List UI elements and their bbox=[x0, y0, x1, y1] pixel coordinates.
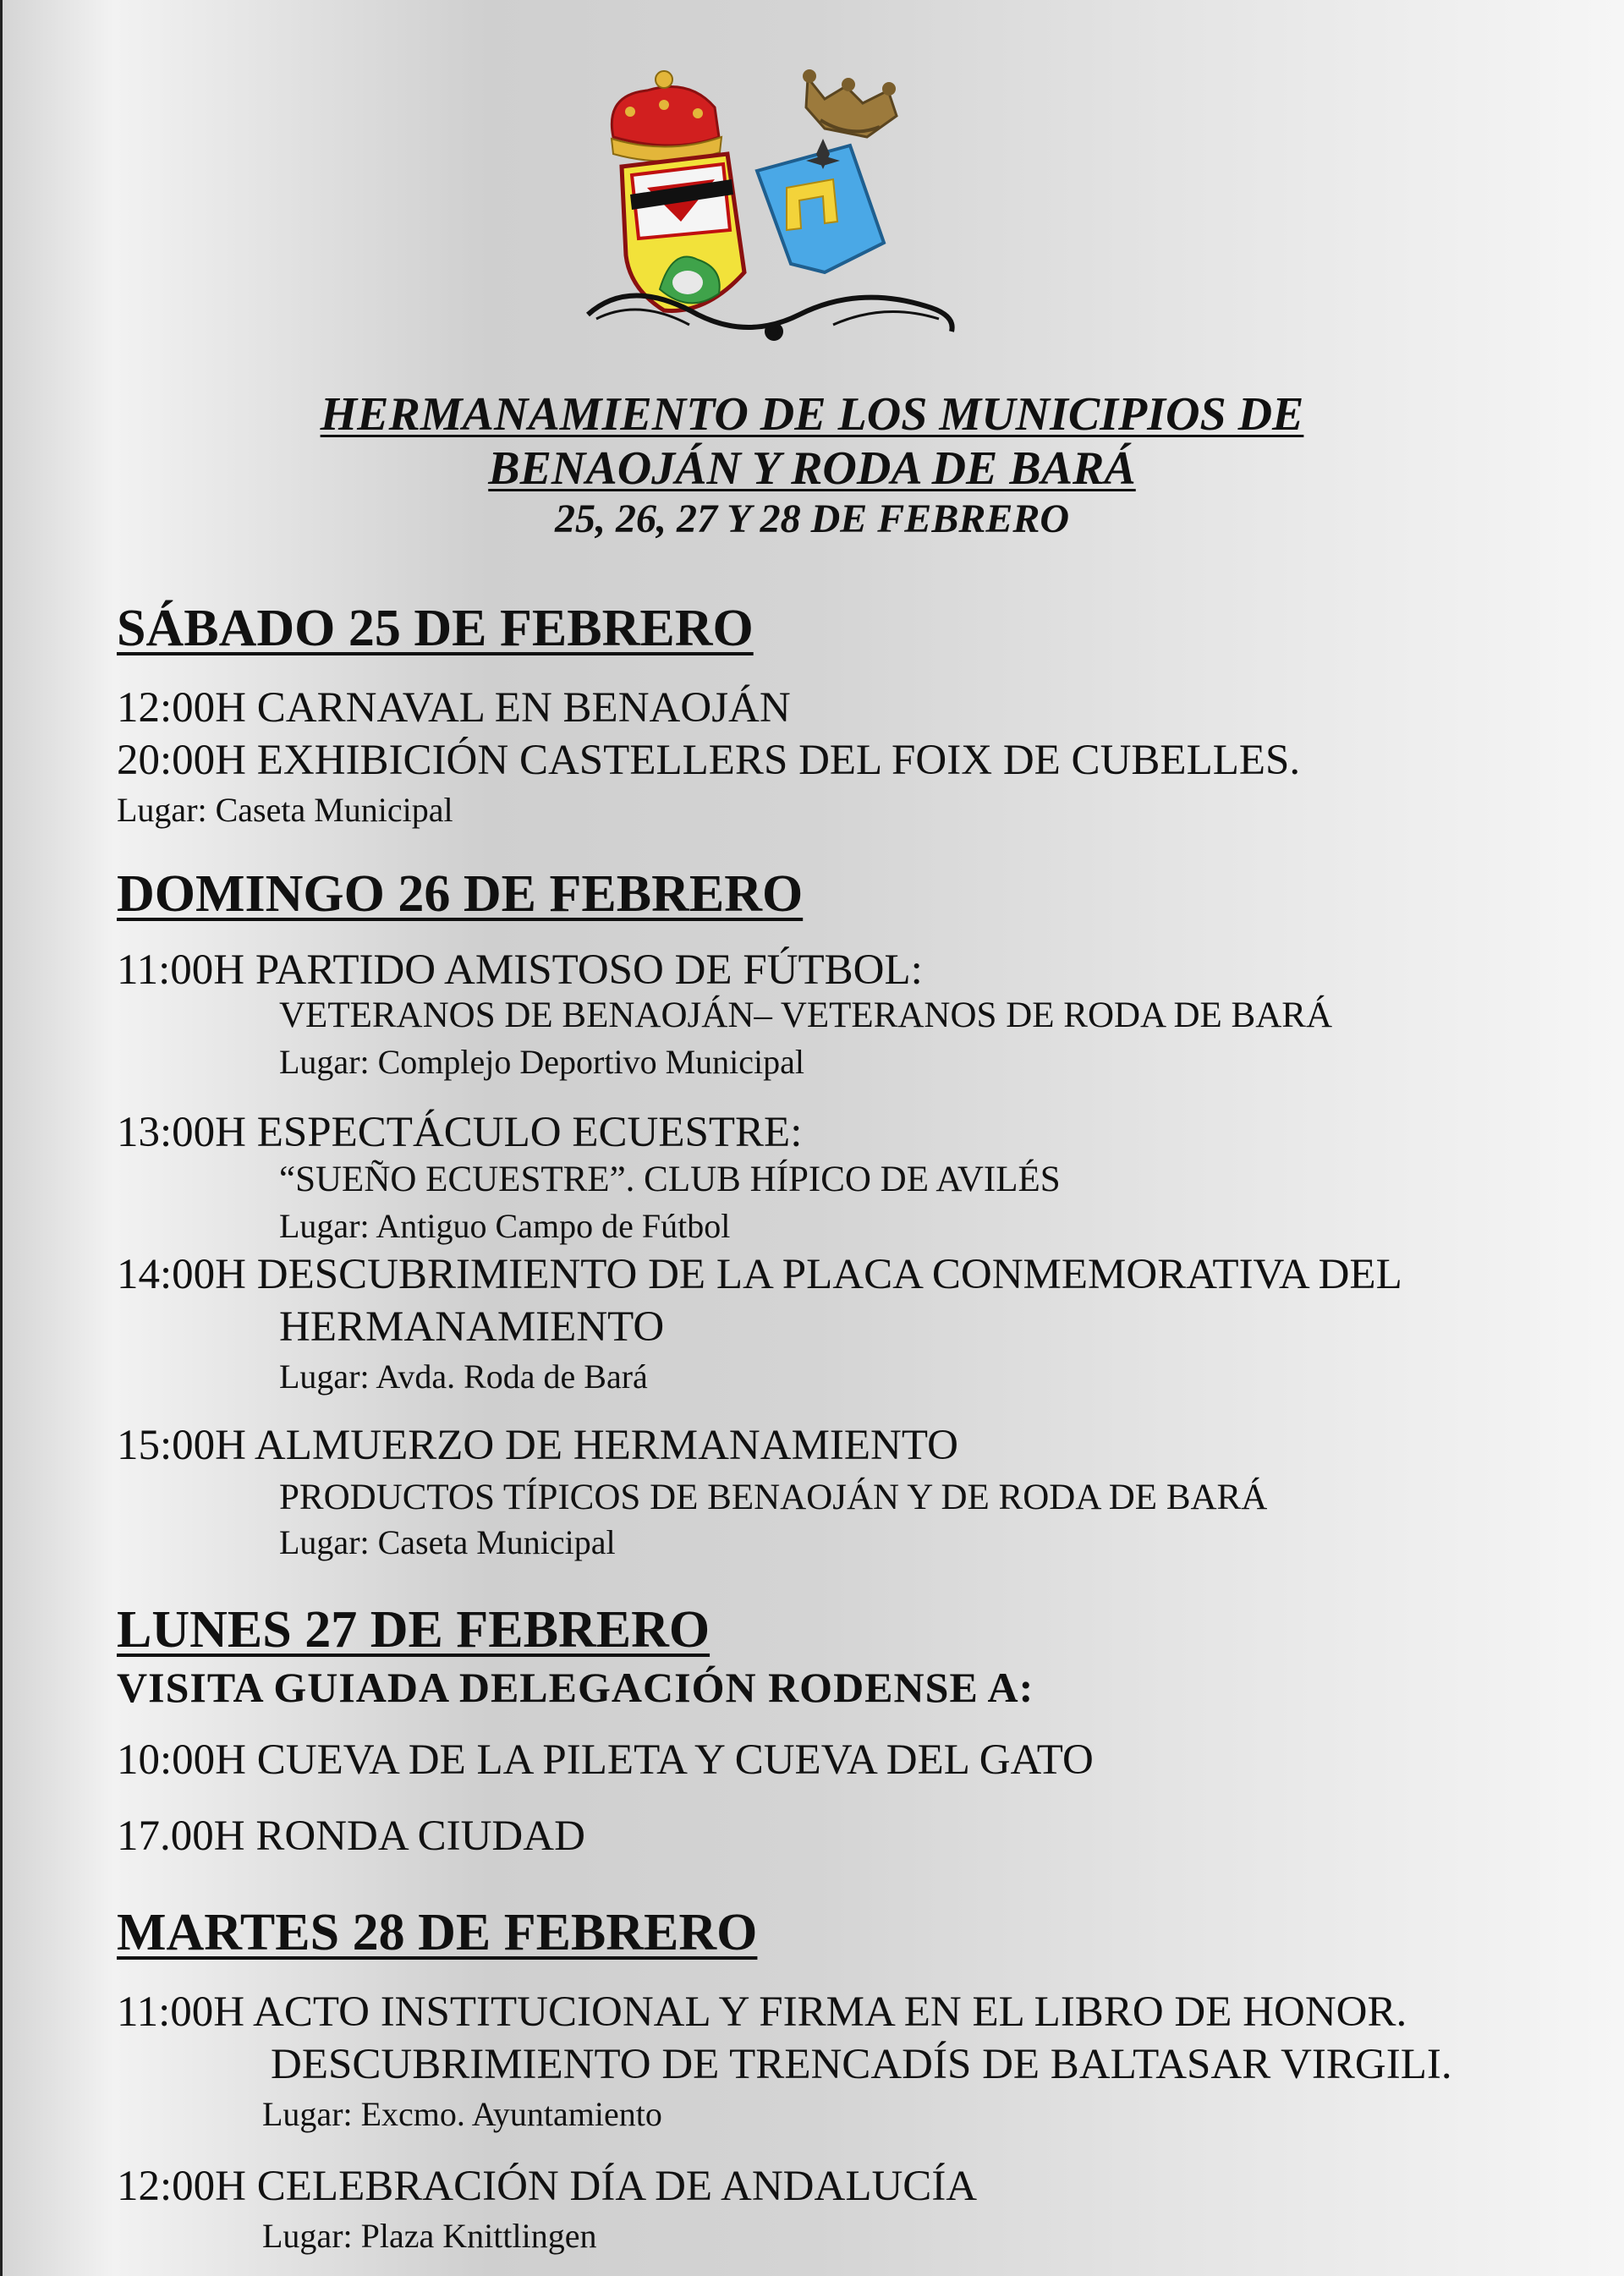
event-sunday-3-continuation: HERMANAMIENTO bbox=[279, 1303, 665, 1351]
day-heading-sunday: DOMINGO 26 DE FEBRERO bbox=[117, 865, 804, 923]
left-shield-icon bbox=[622, 154, 744, 310]
event-sunday-3: 14:00H DESCUBRIMIENTO DE LA PLACA CONMEMORATIVA DEL bbox=[117, 1251, 1402, 1298]
left-crown-icon bbox=[612, 71, 721, 162]
event-sunday-4: 15:00H ALMUERZO DE HERMANAMIENTO bbox=[117, 1422, 958, 1469]
event-saturday-2: 20:00H EXHIBICIÓN CASTELLERS DEL FOIX DE CUBELLES. bbox=[117, 737, 1301, 784]
monday-subheading: VISITA GUIADA DELEGACIÓN RODENSE A: bbox=[117, 1664, 1034, 1711]
event-sunday-2-detail: “SUEÑO ECUESTRE”. CLUB HÍPICO DE AVILÉS bbox=[279, 1160, 1061, 1199]
right-shield-icon bbox=[757, 139, 884, 272]
event-tuesday-2: 12:00H CELEBRACIÓN DÍA DE ANDALUCÍA bbox=[117, 2163, 978, 2210]
day-heading-monday: LUNES 27 DE FEBRERO bbox=[117, 1601, 710, 1659]
event-sunday-1-detail: VETERANOS DE BENAOJÁN– VETERANOS DE RODA DE BARÁ bbox=[279, 995, 1333, 1035]
title-dates: 25, 26, 27 Y 28 DE FEBRERO bbox=[554, 496, 1070, 541]
day-heading-saturday: SÁBADO 25 DE FEBRERO bbox=[117, 600, 754, 657]
ornament-flourish-icon bbox=[588, 296, 952, 339]
coat-of-arms-logo bbox=[579, 61, 968, 348]
event-monday-1: 10:00H CUEVA DE LA PILETA Y CUEVA DEL GATO bbox=[117, 1736, 1094, 1784]
event-sunday-2: 13:00H ESPECTÁCULO ECUESTRE: bbox=[117, 1109, 803, 1156]
event-monday-2: 17.00H RONDA CIUDAD bbox=[117, 1813, 585, 1860]
event-sunday-4-detail: PRODUCTOS TÍPICOS DE BENAOJÁN Y DE RODA DE BARÁ bbox=[279, 1478, 1268, 1517]
event-tuesday-2-place: Lugar: Plaza Knittlingen bbox=[262, 2217, 597, 2255]
event-sunday-3-place: Lugar: Avda. Roda de Bará bbox=[279, 1357, 648, 1396]
event-tuesday-1-continuation: DESCUBRIMIENTO DE TRENCADÍS DE BALTASAR VIRGILI. bbox=[271, 2041, 1452, 2088]
event-sunday-4-place: Lugar: Caseta Municipal bbox=[279, 1523, 616, 1561]
event-sunday-1: 11:00H PARTIDO AMISTOSO DE FÚTBOL: bbox=[117, 946, 923, 994]
event-sunday-2-place: Lugar: Antiguo Campo de Fútbol bbox=[279, 1207, 731, 1245]
right-crown-icon bbox=[803, 69, 897, 137]
event-saturday-1: 12:00H CARNAVAL EN BENAOJÁN bbox=[117, 684, 791, 732]
event-saturday-2-place: Lugar: Caseta Municipal bbox=[117, 791, 453, 829]
title-line-2: BENAOJÁN Y RODA DE BARÁ bbox=[488, 442, 1136, 495]
event-tuesday-1-place: Lugar: Excmo. Ayuntamiento bbox=[262, 2095, 662, 2133]
day-heading-tuesday: MARTES 28 DE FEBRERO bbox=[117, 1904, 758, 1961]
event-sunday-1-place: Lugar: Complejo Deportivo Municipal bbox=[279, 1043, 804, 1081]
event-tuesday-1: 11:00H ACTO INSTITUCIONAL Y FIRMA EN EL LIBRO DE HONOR. bbox=[117, 1988, 1407, 2036]
title-line-1: HERMANAMIENTO DE LOS MUNICIPIOS DE bbox=[320, 388, 1304, 441]
